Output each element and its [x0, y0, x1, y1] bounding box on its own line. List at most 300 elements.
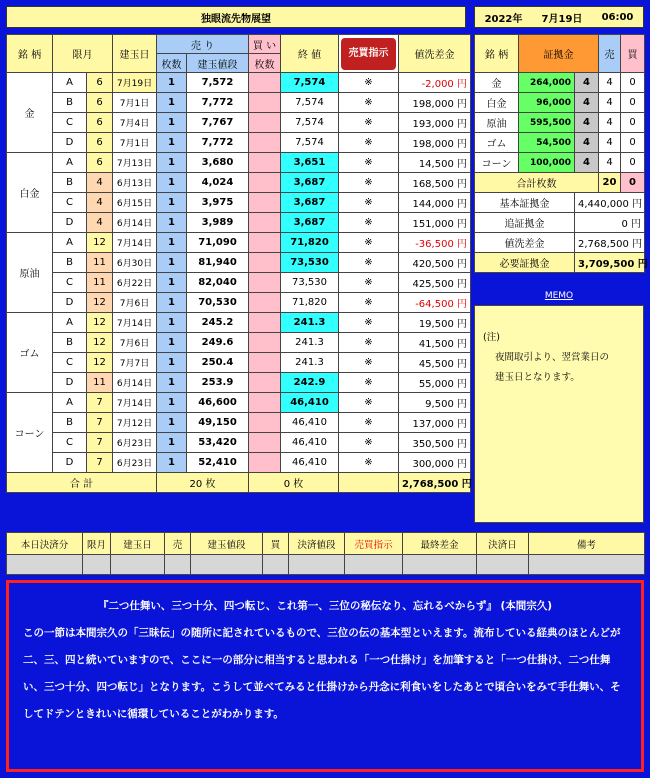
- position-label: B: [53, 333, 87, 353]
- summary-margin: 595,500: [519, 113, 575, 133]
- settle-col-header: 本日決済分: [7, 533, 83, 555]
- yen-unit: 円: [457, 219, 467, 230]
- yen-unit: 円: [457, 119, 467, 130]
- signal-cell: ※: [339, 353, 399, 373]
- entry-date-cell: 7月6日: [113, 333, 157, 353]
- summary-row: [475, 93, 645, 113]
- diff-value: 198,000: [412, 139, 454, 150]
- sell-qty-cell: 1: [157, 453, 187, 473]
- summary-row: [475, 113, 645, 133]
- summary-margin: 54,500: [519, 133, 575, 153]
- total-label: 合 計: [7, 473, 157, 493]
- position-label: D: [53, 453, 87, 473]
- diff-value: 9,500: [425, 399, 454, 410]
- close-price-cell: 3,687: [281, 193, 339, 213]
- entry-price-cell: 7,772: [187, 93, 249, 113]
- table-row: [7, 253, 471, 273]
- month-cell: 7: [87, 393, 113, 413]
- close-price-cell: 3,687: [281, 173, 339, 193]
- col-buy-qty: 枚数: [249, 54, 281, 73]
- signal-cell: ※: [339, 273, 399, 293]
- entry-price-cell: 82,040: [187, 273, 249, 293]
- yen-unit: 円: [457, 319, 467, 330]
- diff-value: 198,000: [412, 99, 454, 110]
- month-cell: 6: [87, 73, 113, 93]
- diff-value: 45,500: [418, 359, 454, 370]
- buy-qty-cell: [249, 233, 281, 253]
- commodity-name: 金: [7, 73, 53, 153]
- close-price-cell: 241.3: [281, 353, 339, 373]
- buy-qty-cell: [249, 73, 281, 93]
- entry-date-cell: 6月23日: [113, 433, 157, 453]
- table-row: [7, 213, 471, 233]
- close-price-cell: 242.9: [281, 373, 339, 393]
- memo-link[interactable]: MEMO: [544, 291, 574, 301]
- diff-value: 41,500: [418, 339, 454, 350]
- col-entry-date: 建玉日: [113, 35, 157, 73]
- summary-total-sell: 20: [599, 173, 621, 193]
- entry-date-cell: 6月22日: [113, 273, 157, 293]
- entry-date-cell: 7月4日: [113, 113, 157, 133]
- position-label: C: [53, 193, 87, 213]
- diff-value: -64,500: [415, 299, 454, 310]
- summary-margin: 100,000: [519, 153, 575, 173]
- buy-qty-cell: [249, 293, 281, 313]
- yen-unit: 円: [457, 79, 467, 90]
- entry-price-cell: 249.6: [187, 333, 249, 353]
- position-label: B: [53, 253, 87, 273]
- close-price-cell: 3,651: [281, 153, 339, 173]
- position-label: C: [53, 353, 87, 373]
- diff-value: -2,000: [421, 79, 454, 90]
- summary-margin: 96,000: [519, 93, 575, 113]
- summary-brand: 金: [475, 73, 519, 93]
- summary-brand: コーン: [475, 153, 519, 173]
- entry-date-cell: 6月30日: [113, 253, 157, 273]
- sell-qty-cell: 1: [157, 173, 187, 193]
- summary-total-buy: 0: [621, 173, 645, 193]
- month-cell: 12: [87, 313, 113, 333]
- diff-value: 144,000: [412, 199, 454, 210]
- summary-sell: 4: [599, 133, 621, 153]
- settle-diff-label: 値洗差金: [475, 233, 575, 253]
- buy-qty-cell: [249, 353, 281, 373]
- sell-qty-cell: 1: [157, 213, 187, 233]
- buy-qty-cell: [249, 373, 281, 393]
- signal-cell: ※: [339, 133, 399, 153]
- signal-cell: ※: [339, 213, 399, 233]
- entry-date-cell: 6月14日: [113, 373, 157, 393]
- summary-brand: 白金: [475, 93, 519, 113]
- settle-blank-cell: [403, 555, 477, 575]
- settle-col-header: 決済日: [477, 533, 529, 555]
- table-row: [7, 293, 471, 313]
- summary-col-brand: 銘 柄: [475, 35, 519, 73]
- summary-buy: 0: [621, 113, 645, 133]
- summary-buy: 0: [621, 133, 645, 153]
- position-label: D: [53, 213, 87, 233]
- additional-margin-label: 追証拠金: [475, 213, 575, 233]
- settle-blank-cell: [83, 555, 111, 575]
- month-cell: 4: [87, 173, 113, 193]
- summary-sell: 4: [599, 113, 621, 133]
- signal-cell: ※: [339, 253, 399, 273]
- total-sell-unit: 枚: [205, 479, 216, 490]
- summary-qty: 4: [575, 73, 599, 93]
- memo-box: [474, 305, 644, 523]
- col-buy: 買 い: [249, 35, 281, 54]
- col-signal: 売買指示: [341, 38, 396, 70]
- diff-value: 168,500: [412, 179, 454, 190]
- entry-date-cell: 7月6日: [113, 293, 157, 313]
- month-cell: 6: [87, 133, 113, 153]
- close-price-cell: 71,820: [281, 293, 339, 313]
- entry-price-cell: 3,680: [187, 153, 249, 173]
- position-label: C: [53, 113, 87, 133]
- diff-value: 350,500: [412, 439, 454, 450]
- summary-brand: ゴム: [475, 133, 519, 153]
- total-sell-qty: 20: [189, 479, 203, 490]
- entry-date-cell: 7月13日: [113, 153, 157, 173]
- summary-col-sell: 売: [599, 35, 621, 73]
- close-price-cell: 46,410: [281, 413, 339, 433]
- buy-qty-cell: [249, 433, 281, 453]
- month-cell: 12: [87, 233, 113, 253]
- settle-blank-cell: [111, 555, 165, 575]
- summary-buy: 0: [621, 73, 645, 93]
- additional-margin-value: 0 円: [575, 213, 645, 233]
- entry-price-cell: 81,940: [187, 253, 249, 273]
- summary-row: [475, 133, 645, 153]
- yen-unit: 円: [457, 259, 467, 270]
- diff-value: 425,500: [412, 279, 454, 290]
- diff-value: 151,000: [412, 219, 454, 230]
- position-label: B: [53, 173, 87, 193]
- signal-cell: ※: [339, 93, 399, 113]
- entry-price-cell: 7,767: [187, 113, 249, 133]
- total-diff: 2,768,500: [402, 479, 459, 490]
- buy-qty-cell: [249, 133, 281, 153]
- table-row: [7, 173, 471, 193]
- signal-cell: ※: [339, 173, 399, 193]
- entry-price-cell: 253.9: [187, 373, 249, 393]
- signal-cell: ※: [339, 73, 399, 93]
- sell-qty-cell: 1: [157, 73, 187, 93]
- total-buy-qty: 0: [283, 479, 291, 490]
- sell-qty-cell: 1: [157, 313, 187, 333]
- yen-unit: 円: [457, 99, 467, 110]
- sell-qty-cell: 1: [157, 413, 187, 433]
- summary-sell: 4: [599, 93, 621, 113]
- settle-col-header: 決済値段: [289, 533, 345, 555]
- table-row: [7, 193, 471, 213]
- settle-blank-cell: [477, 555, 529, 575]
- yen-unit: 円: [457, 299, 467, 310]
- close-price-cell: 73,530: [281, 273, 339, 293]
- close-price-cell: 71,820: [281, 233, 339, 253]
- month-cell: 12: [87, 333, 113, 353]
- entry-price-cell: 250.4: [187, 353, 249, 373]
- commodity-name: コーン: [7, 393, 53, 473]
- diff-value: 19,500: [418, 319, 454, 330]
- total-yen: 円: [461, 479, 472, 490]
- yen-unit: 円: [457, 439, 467, 450]
- settle-blank-cell: [7, 555, 83, 575]
- date-bar: [474, 6, 644, 28]
- position-label: A: [53, 393, 87, 413]
- close-price-cell: 73,530: [281, 253, 339, 273]
- entry-date-cell: 7月14日: [113, 233, 157, 253]
- close-price-cell: 7,574: [281, 133, 339, 153]
- table-row: [7, 413, 471, 433]
- entry-price-cell: 4,024: [187, 173, 249, 193]
- settle-blank-cell: [289, 555, 345, 575]
- close-price-cell: 7,574: [281, 73, 339, 93]
- close-price-cell: 7,574: [281, 93, 339, 113]
- buy-qty-cell: [249, 333, 281, 353]
- table-row: [7, 73, 471, 93]
- summary-table: [474, 34, 648, 273]
- settle-diff-value: 2,768,500 円: [575, 233, 645, 253]
- buy-qty-cell: [249, 213, 281, 233]
- yen-unit: 円: [457, 379, 467, 390]
- settle-blank-cell: [191, 555, 263, 575]
- memo-line-1: 夜間取引より、翌営業日の: [495, 352, 610, 363]
- position-label: A: [53, 73, 87, 93]
- col-month: 限月: [53, 35, 113, 73]
- summary-brand: 原油: [475, 113, 519, 133]
- settle-col-header: 売: [165, 533, 191, 555]
- yen-unit: 円: [457, 399, 467, 410]
- close-price-cell: 46,410: [281, 433, 339, 453]
- entry-date-cell: 7月12日: [113, 413, 157, 433]
- month-cell: 6: [87, 153, 113, 173]
- diff-value: 420,500: [412, 259, 454, 270]
- yen-unit: 円: [457, 239, 467, 250]
- commodity-name: 白金: [7, 153, 53, 233]
- commodity-name: 原油: [7, 233, 53, 313]
- diff-value: 300,000: [412, 459, 454, 470]
- close-price-cell: 3,687: [281, 213, 339, 233]
- sell-qty-cell: 1: [157, 153, 187, 173]
- entry-price-cell: 46,600: [187, 393, 249, 413]
- col-brand: 銘 柄: [7, 35, 53, 73]
- month-cell: 12: [87, 353, 113, 373]
- col-diff: 値洗差金: [399, 35, 471, 73]
- buy-qty-cell: [249, 193, 281, 213]
- total-buy-unit: 枚: [293, 479, 304, 490]
- time-label: 06:00: [601, 11, 634, 23]
- entry-price-cell: 53,420: [187, 433, 249, 453]
- summary-qty: 4: [575, 133, 599, 153]
- summary-qty: 4: [575, 153, 599, 173]
- close-price-cell: 46,410: [281, 453, 339, 473]
- memo-note-label: (注): [483, 332, 500, 343]
- entry-price-cell: 52,410: [187, 453, 249, 473]
- settle-col-header: 備考: [529, 533, 645, 555]
- col-sell: 売 り: [157, 35, 249, 54]
- entry-price-cell: 70,530: [187, 293, 249, 313]
- table-row: [7, 333, 471, 353]
- entry-date-cell: 7月14日: [113, 313, 157, 333]
- position-label: C: [53, 273, 87, 293]
- memo-line-2: 建玉日となります。: [495, 372, 580, 383]
- table-row: [7, 313, 471, 333]
- commodity-name: ゴム: [7, 313, 53, 393]
- entry-date-cell: 7月19日: [113, 73, 157, 93]
- basic-margin-value: 4,440,000 円: [575, 193, 645, 213]
- month-cell: 4: [87, 213, 113, 233]
- signal-cell: ※: [339, 413, 399, 433]
- month-cell: 11: [87, 373, 113, 393]
- entry-date-cell: 7月14日: [113, 393, 157, 413]
- entry-date-cell: 6月14日: [113, 213, 157, 233]
- signal-cell: ※: [339, 233, 399, 253]
- sell-qty-cell: 1: [157, 193, 187, 213]
- buy-qty-cell: [249, 453, 281, 473]
- signal-cell: ※: [339, 433, 399, 453]
- summary-total-label: 合計枚数: [475, 173, 599, 193]
- summary-buy: 0: [621, 93, 645, 113]
- col-sell-qty: 枚数: [157, 54, 187, 73]
- settle-col-header: 建玉値段: [191, 533, 263, 555]
- buy-qty-cell: [249, 153, 281, 173]
- position-label: B: [53, 93, 87, 113]
- year-label: 2022年: [484, 13, 523, 25]
- settle-blank-cell: [165, 555, 191, 575]
- settle-blank-cell: [529, 555, 645, 575]
- table-row: [7, 133, 471, 153]
- position-label: A: [53, 233, 87, 253]
- table-row: [7, 433, 471, 453]
- month-cell: 6: [87, 93, 113, 113]
- signal-cell: ※: [339, 113, 399, 133]
- month-cell: 11: [87, 273, 113, 293]
- month-cell: 4: [87, 193, 113, 213]
- settle-col-header: 建玉日: [111, 533, 165, 555]
- entry-date-cell: 7月7日: [113, 353, 157, 373]
- position-label: D: [53, 133, 87, 153]
- sell-qty-cell: 1: [157, 293, 187, 313]
- quote-body: この一節は本間宗久の「三昧伝」の随所に記されているもので、三位の伝の基本型といえます。流布している経典のほとんどが二、三、四と続いていますので、ここに一の部分に相当すると思われる「一つ仕掛け」を加筆すると「一つ仕掛け、二つ仕舞い、三つ十分、四つ転じ」となります。こうして並べてみると仕掛けから丹念に利食いをしたあとで頃合いをみて手仕舞い、そしてドテンときれいに循環していることがわかります。: [23, 627, 621, 720]
- required-margin-label: 必要証拠金: [475, 253, 575, 273]
- sell-qty-cell: 1: [157, 273, 187, 293]
- table-row: [7, 453, 471, 473]
- buy-qty-cell: [249, 93, 281, 113]
- summary-sell: 4: [599, 153, 621, 173]
- buy-qty-cell: [249, 273, 281, 293]
- page-title: 独眼流先物展望: [201, 13, 271, 25]
- signal-cell: ※: [339, 193, 399, 213]
- summary-col-margin: 証拠金: [519, 35, 599, 73]
- position-label: D: [53, 373, 87, 393]
- entry-price-cell: 7,772: [187, 133, 249, 153]
- settle-col-header: 最終差金: [403, 533, 477, 555]
- table-row: [7, 93, 471, 113]
- summary-qty: 4: [575, 113, 599, 133]
- quote-box: [6, 580, 644, 772]
- sell-qty-cell: 1: [157, 333, 187, 353]
- yen-unit: 円: [457, 279, 467, 290]
- signal-cell: ※: [339, 373, 399, 393]
- table-row: [7, 273, 471, 293]
- signal-cell: ※: [339, 453, 399, 473]
- entry-price-cell: 3,975: [187, 193, 249, 213]
- buy-qty-cell: [249, 173, 281, 193]
- title-bar: [6, 6, 466, 28]
- signal-cell: ※: [339, 313, 399, 333]
- quote-title: 『二つ仕舞い、三つ十分、四つ転じ、これ第一、三位の秘伝なり、忘れるべからず』 (本間宗久): [97, 600, 553, 612]
- close-price-cell: 241.3: [281, 313, 339, 333]
- settlement-table: [6, 532, 645, 575]
- positions-table: [6, 34, 471, 493]
- settle-blank-cell: [345, 555, 403, 575]
- position-label: A: [53, 153, 87, 173]
- diff-value: -36,500: [415, 239, 454, 250]
- required-margin-value: 3,709,500 円: [575, 253, 645, 273]
- sell-qty-cell: 1: [157, 93, 187, 113]
- table-row: [7, 113, 471, 133]
- entry-price-cell: 3,989: [187, 213, 249, 233]
- table-row: [7, 233, 471, 253]
- close-price-cell: 241.3: [281, 333, 339, 353]
- summary-buy: 0: [621, 153, 645, 173]
- summary-col-buy: 買: [621, 35, 645, 73]
- summary-row: [475, 73, 645, 93]
- entry-date-cell: 6月15日: [113, 193, 157, 213]
- month-cell: 11: [87, 253, 113, 273]
- position-label: D: [53, 293, 87, 313]
- settle-col-header: 限月: [83, 533, 111, 555]
- month-cell: 6: [87, 113, 113, 133]
- signal-cell: ※: [339, 153, 399, 173]
- diff-value: 137,000: [412, 419, 454, 430]
- entry-price-cell: 245.2: [187, 313, 249, 333]
- yen-unit: 円: [457, 179, 467, 190]
- buy-qty-cell: [249, 413, 281, 433]
- col-close: 終 値: [281, 35, 339, 73]
- month-cell: 7: [87, 413, 113, 433]
- entry-date-cell: 7月1日: [113, 93, 157, 113]
- close-price-cell: 46,410: [281, 393, 339, 413]
- sell-qty-cell: 1: [157, 373, 187, 393]
- settle-col-header: 売買指示: [345, 533, 403, 555]
- yen-unit: 円: [457, 159, 467, 170]
- diff-value: 55,000: [418, 379, 454, 390]
- sell-qty-cell: 1: [157, 253, 187, 273]
- yen-unit: 円: [457, 459, 467, 470]
- sell-qty-cell: 1: [157, 113, 187, 133]
- basic-margin-label: 基本証拠金: [475, 193, 575, 213]
- sell-qty-cell: 1: [157, 353, 187, 373]
- yen-unit: 円: [457, 199, 467, 210]
- table-row: [7, 373, 471, 393]
- month-cell: 7: [87, 453, 113, 473]
- table-row: [7, 153, 471, 173]
- position-label: A: [53, 313, 87, 333]
- yen-unit: 円: [457, 339, 467, 350]
- close-price-cell: 7,574: [281, 113, 339, 133]
- entry-price-cell: 7,572: [187, 73, 249, 93]
- yen-unit: 円: [457, 359, 467, 370]
- summary-qty: 4: [575, 93, 599, 113]
- month-cell: 7: [87, 433, 113, 453]
- buy-qty-cell: [249, 313, 281, 333]
- signal-cell: ※: [339, 333, 399, 353]
- yen-unit: 円: [457, 139, 467, 150]
- signal-cell: ※: [339, 293, 399, 313]
- buy-qty-cell: [249, 113, 281, 133]
